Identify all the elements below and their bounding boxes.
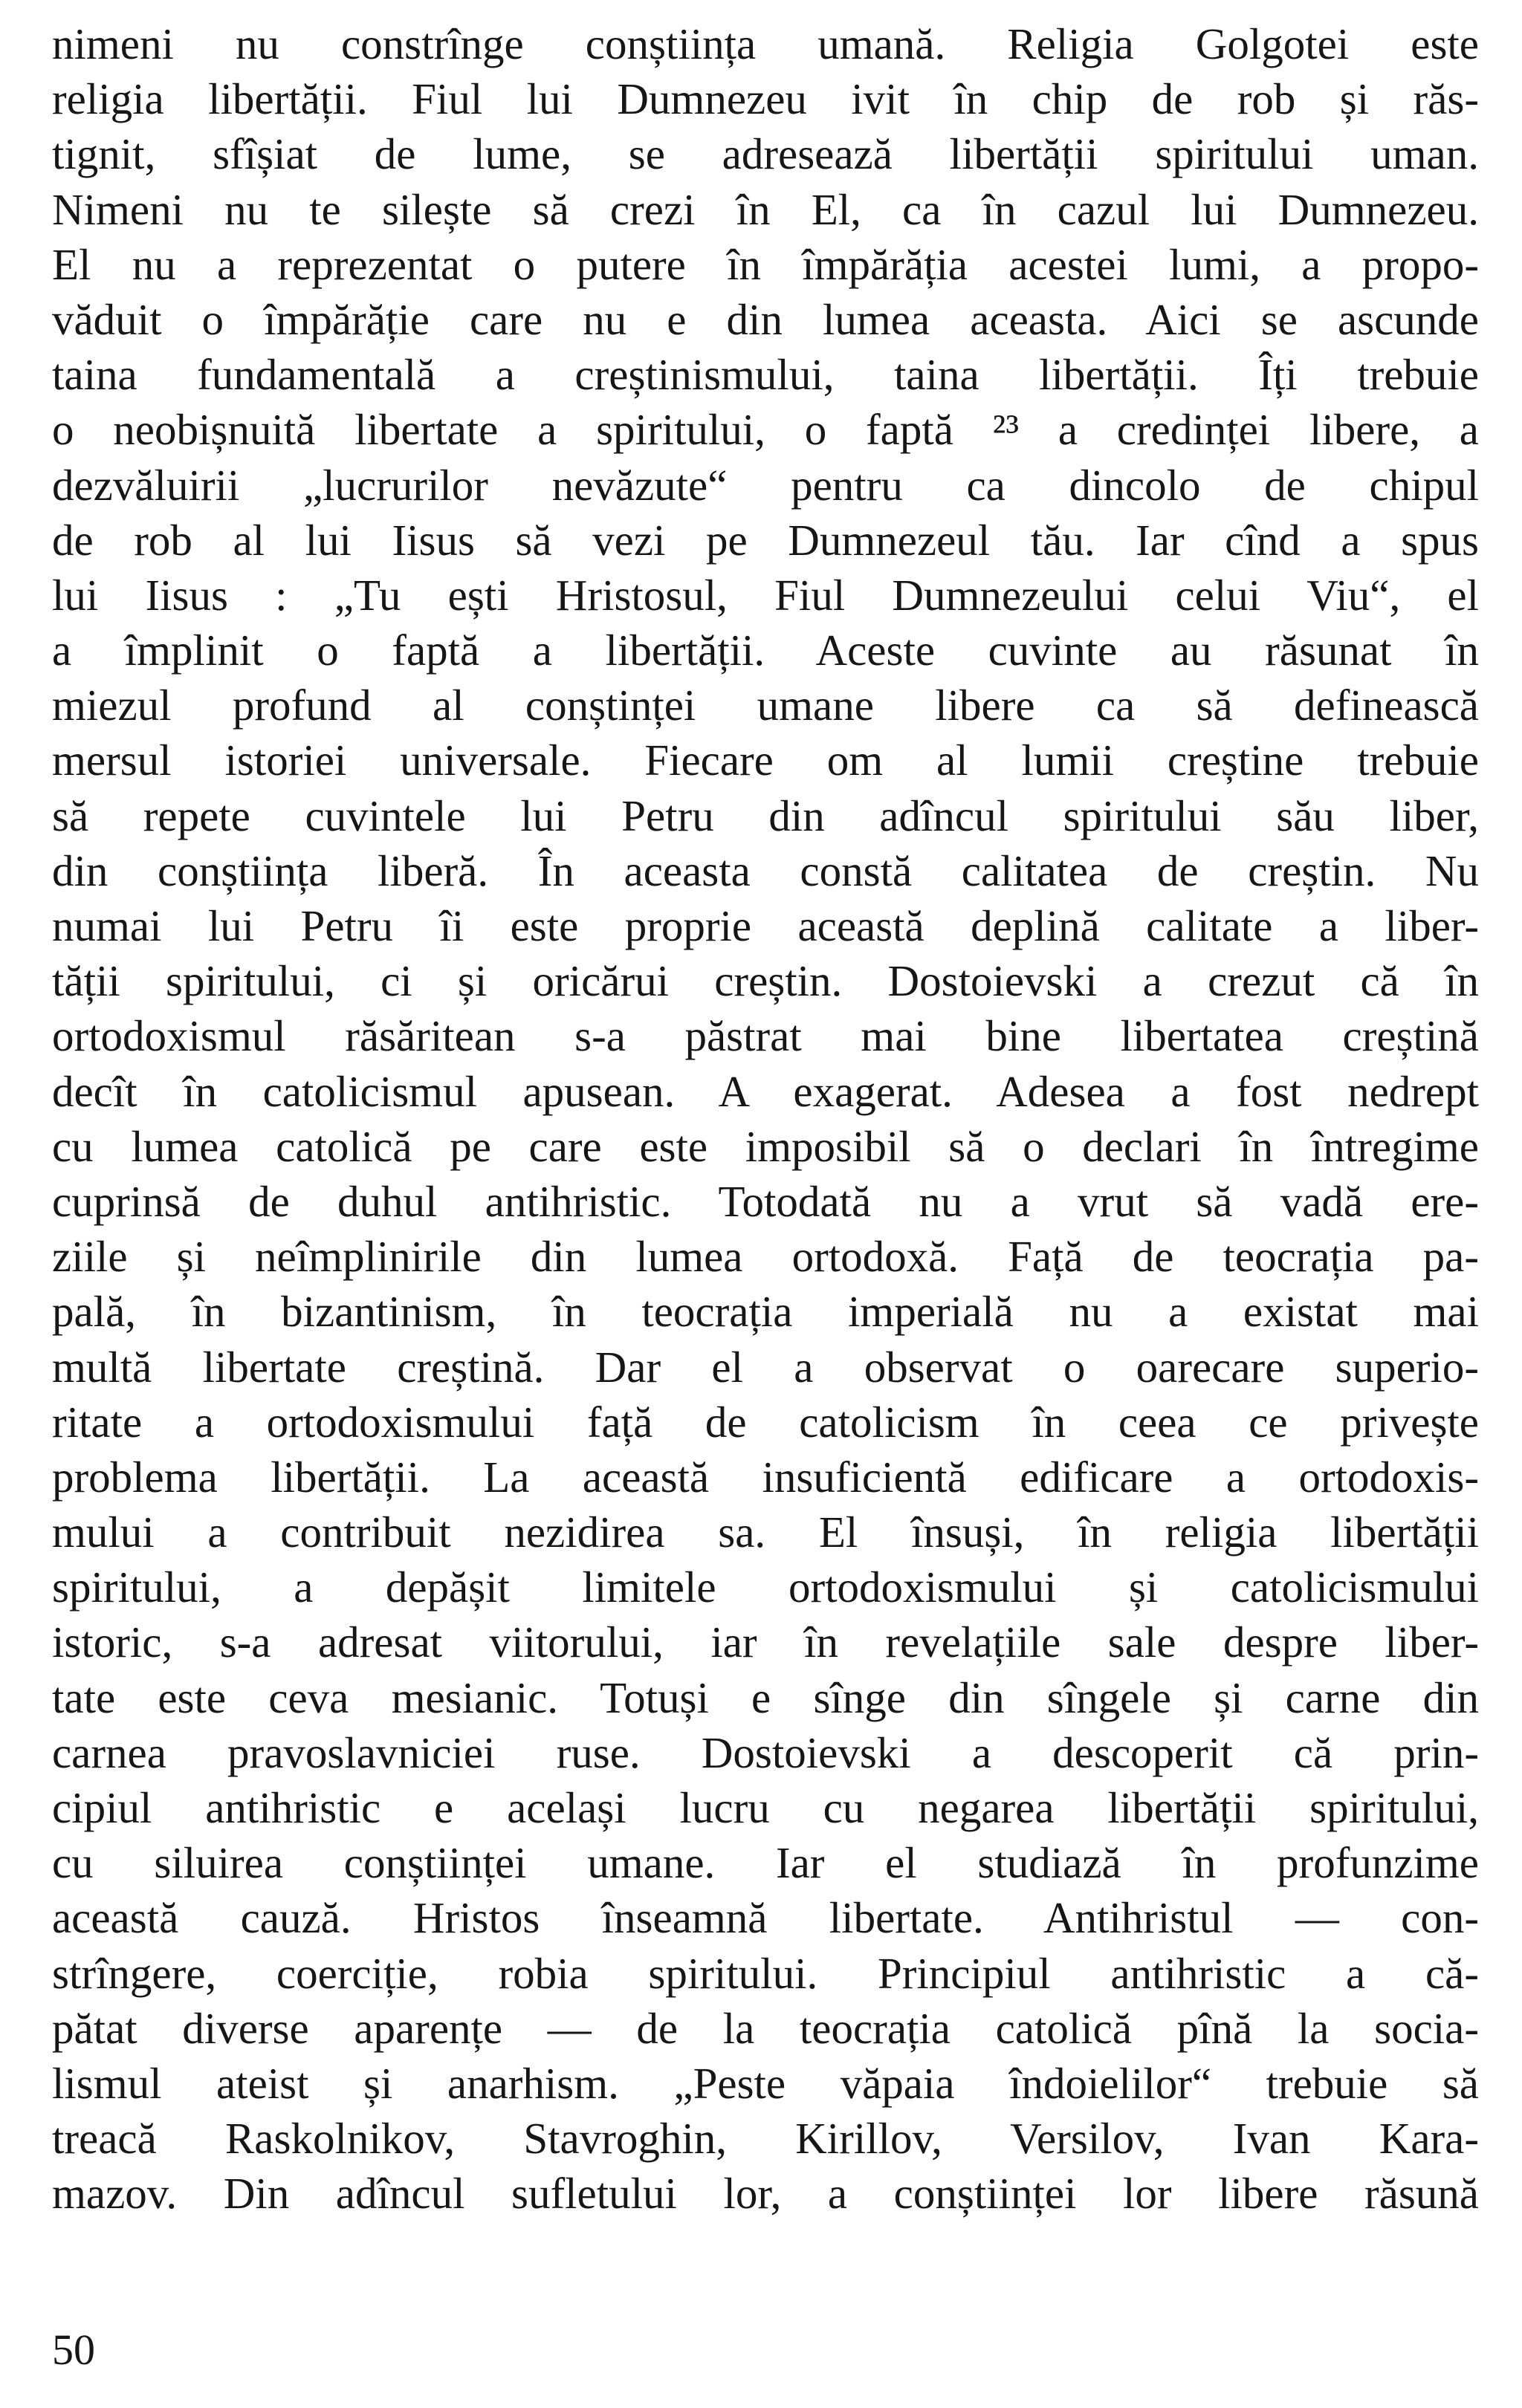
body-text [52, 16, 1479, 2222]
text-line: din conștiința liberă. În aceasta constă calitatea de creștin. Nu [52, 846, 1479, 895]
text-line: taina fundamentală a creștinismului, taina libertății. Îți trebuie [52, 350, 1479, 400]
text-line: de rob al lui Iisus să vezi pe Dumnezeul tău. Iar cînd a spus [52, 515, 1479, 565]
text-line: pătat diverse aparențe — de la teocrația catolică pînă la socia- [52, 2003, 1479, 2053]
text-line: tignit, sfîșiat de lume, se adresează libertății spiritului uman. [52, 129, 1479, 179]
text-line: miezul profund al conștinței umane libere ca să definească [52, 681, 1479, 730]
text-line: ortodoxismul răsăritean s-a păstrat mai bine libertatea creștină [52, 1011, 1479, 1061]
text-line: istoric, s-a adresat viitorului, iar în revelațiile sale despre liber- [52, 1617, 1479, 1667]
text-line: decît în catolicismul apusean. A exagerat. Adesea a fost nedrept [52, 1066, 1479, 1116]
text-line: o neobișnuită libertate a spiritului, o faptă ²³ a credinței libere, a [52, 405, 1479, 455]
text-line: cuprinsă de duhul antihristic. Totodată nu a vrut să vadă ere- [52, 1176, 1479, 1226]
page-number: 50 [52, 2326, 95, 2374]
text-line: dezvăluirii „lucrurilor nevăzute“ pentru ca dincolo de chipul [52, 460, 1479, 510]
text-line: lui Iisus : „Tu ești Hristosul, Fiul Dumnezeului celui Viu“, el [52, 570, 1479, 620]
text-line: văduit o împărăție care nu e din lumea aceasta. Aici se ascunde [52, 294, 1479, 344]
text-line: spiritului, a depășit limitele ortodoxismului și catolicismului [52, 1562, 1479, 1612]
text-line: tate este ceva mesianic. Totuși e sînge din sîngele și carne din [52, 1672, 1479, 1722]
text-line: această cauză. Hristos înseamnă libertate. Antihristul — con- [52, 1893, 1479, 1943]
text-line: să repete cuvintele lui Petru din adîncul spiritului său liber, [52, 791, 1479, 840]
text-line: cipiul antihristic e același lucru cu negarea libertății spiritului, [52, 1783, 1479, 1832]
text-line: cu siluirea conștiinței umane. Iar el studiază în profunzime [52, 1838, 1479, 1888]
text-line: multă libertate creștină. Dar el a observat o oarecare superio- [52, 1342, 1479, 1392]
text-line: problema libertății. La această insuficientă edificare a ortodoxis- [52, 1452, 1479, 1502]
text-line: mersul istoriei universale. Fiecare om al lumii creștine trebuie [52, 736, 1479, 785]
text-line: Nimeni nu te silește să crezi în El, ca în cazul lui Dumnezeu. [52, 184, 1479, 234]
text-line: mazov. Din adîncul sufletului lor, a conștiinței lor libere răsună [52, 2169, 1479, 2219]
text-line: numai lui Petru îi este proprie această deplină calitate a liber- [52, 901, 1479, 950]
text-line: pală, în bizantinism, în teocrația imperială nu a existat mai [52, 1287, 1479, 1337]
text-line: lismul ateist și anarhism. „Peste văpaia îndoielilor“ trebuie să [52, 2058, 1479, 2108]
text-line: treacă Raskolnikov, Stavroghin, Kirillov, Versilov, Ivan Kara- [52, 2114, 1479, 2164]
text-line: religia libertății. Fiul lui Dumnezeu ivit în chip de rob și răs- [52, 74, 1479, 124]
text-line: strîngere, coerciție, robia spiritului. Principiul antihristic a că- [52, 1948, 1479, 1998]
text-line: nimeni nu constrînge conștiința umană. Religia Golgotei este [52, 19, 1479, 68]
text-line: ritate a ortodoxismului față de catolicism în ceea ce privește [52, 1397, 1479, 1447]
text-line: cu lumea catolică pe care este imposibil să o declari în întregime [52, 1121, 1479, 1171]
text-line: carnea pravoslavniciei ruse. Dostoievski a descoperit că prin- [52, 1727, 1479, 1777]
text-line: a împlinit o faptă a libertății. Aceste cuvinte au răsunat în [52, 626, 1479, 675]
text-line: El nu a reprezentat o putere în împărăția acestei lumi, a propo- [52, 239, 1479, 289]
text-line: tății spiritului, ci și oricărui creștin. Dostoievski a crezut că în [52, 956, 1479, 1006]
text-line: ziile și neîmplinirile din lumea ortodoxă. Față de teocrația pa- [52, 1232, 1479, 1282]
text-line: mului a contribuit nezidirea sa. El însuși, în religia libertății [52, 1508, 1479, 1557]
